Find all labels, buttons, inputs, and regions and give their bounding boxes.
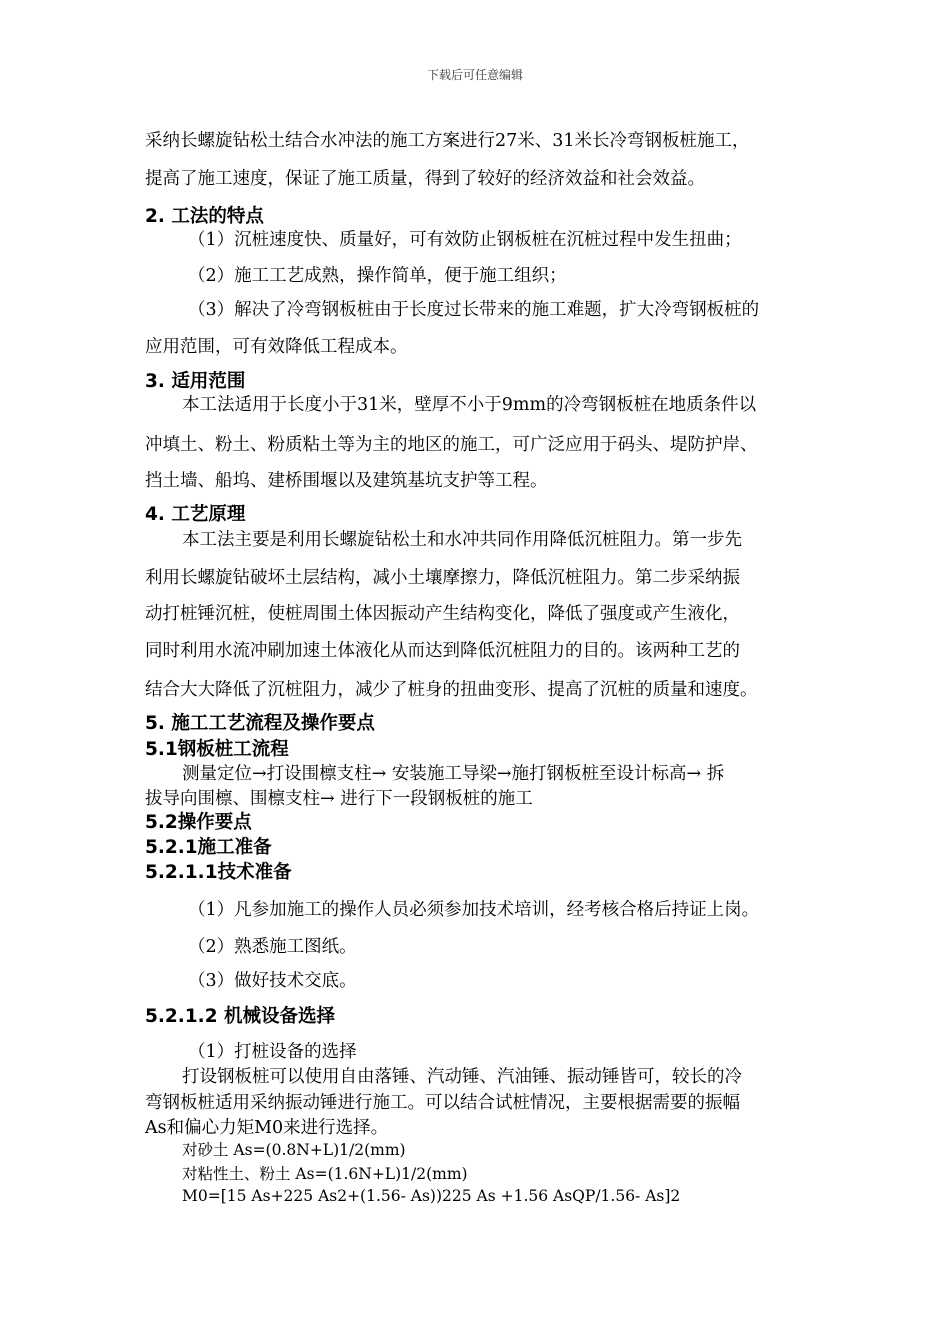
formula-line: 对粘性土、粉土 As=(1.6N+L)1/2(mm) xyxy=(182,1165,468,1183)
list-item: （3）做好技术交底。 xyxy=(188,971,357,991)
list-item: （1）沉桩速度快、质量好，可有效防止钢板桩在沉桩过程中发生扭曲； xyxy=(188,230,742,250)
list-item: （2）施工工艺成熟，操作简单，便于施工组织； xyxy=(188,266,567,286)
body-line: 提高了施工速度，保证了施工质量，得到了较好的经济效益和社会效益。 xyxy=(145,169,705,189)
formula-line: 对砂土 As=(0.8N+L)1/2(mm) xyxy=(182,1141,406,1159)
formula-line: M0=[15 As+225 As2+(1.56- As))225 As +1.56 AsQP/1.56- As]2 xyxy=(182,1187,681,1205)
subsection-heading: 5.1钢板桩工流程 xyxy=(145,739,289,760)
body-line: 动打桩锤沉桩，使桩周围土体因振动产生结构变化，降低了强度或产生液化， xyxy=(145,604,740,624)
section-heading: 4. 工艺原理 xyxy=(145,504,246,525)
body-line: As和偏心力矩M0来进行选择。 xyxy=(145,1118,389,1138)
subsection-heading: 5.2.1.1技术准备 xyxy=(145,862,292,883)
section-heading: 2. 工法的特点 xyxy=(145,206,264,227)
list-item: （1）打桩设备的选择 xyxy=(188,1042,357,1062)
body-line: 测量定位→打设围檩支柱→ 安装施工导梁→施打钢板桩至设计标高→ 拆 xyxy=(182,764,725,784)
body-line: 打设钢板桩可以使用自由落锤、汽动锤、汽油锤、振动锤皆可，较长的冷 xyxy=(182,1067,742,1087)
body-line: 弯钢板桩适用采纳振动锤进行施工。可以结合试桩情况，主要根据需要的振幅 xyxy=(145,1093,740,1113)
body-line: 结合大大降低了沉桩阻力，减少了桩身的扭曲变形、提高了沉桩的质量和速度。 xyxy=(145,680,758,700)
body-line: 应用范围，可有效降低工程成本。 xyxy=(145,337,408,357)
page-header: 下载后可任意编辑 xyxy=(426,68,523,82)
body-line: 拔导向围檩、围檩支柱→ 进行下一段钢板桩的施工 xyxy=(145,789,533,809)
list-item: （1）凡参加施工的操作人员必须参加技术培训，经考核合格后持证上岗。 xyxy=(188,900,760,920)
body-line: 本工法主要是利用长螺旋钻松土和水冲共同作用降低沉桩阻力。第一步先 xyxy=(182,530,742,550)
section-heading: 5. 施工工艺流程及操作要点 xyxy=(145,713,375,734)
section-heading: 3. 适用范围 xyxy=(145,371,246,392)
body-line: 采纳长螺旋钻松土结合水冲法的施工方案进行27米、31米长冷弯钢板桩施工， xyxy=(145,131,750,151)
body-line: 本工法适用于长度小于31米，壁厚不小于9mm的冷弯钢板桩在地质条件以 xyxy=(182,395,757,415)
body-line: 冲填土、粉土、粉质粘土等为主的地区的施工，可广泛应用于码头、堤防护岸、 xyxy=(145,435,758,455)
body-line: 挡土墙、船坞、建桥围堰以及建筑基坑支护等工程。 xyxy=(145,471,548,491)
list-item: （2）熟悉施工图纸。 xyxy=(188,937,357,957)
body-line: 利用长螺旋钻破坏土层结构，减小土壤摩擦力，降低沉桩阻力。第二步采纳振 xyxy=(145,568,740,588)
list-item: （3）解决了冷弯钢板桩由于长度过长带来的施工难题，扩大冷弯钢板桩的 xyxy=(188,300,760,320)
subsection-heading: 5.2操作要点 xyxy=(145,812,252,833)
subsection-heading: 5.2.1施工准备 xyxy=(145,837,272,858)
subsection-heading: 5.2.1.2 机械设备选择 xyxy=(145,1006,336,1027)
body-line: 同时利用水流冲刷加速土体液化从而达到降低沉桩阻力的目的。该两种工艺的 xyxy=(145,641,740,661)
